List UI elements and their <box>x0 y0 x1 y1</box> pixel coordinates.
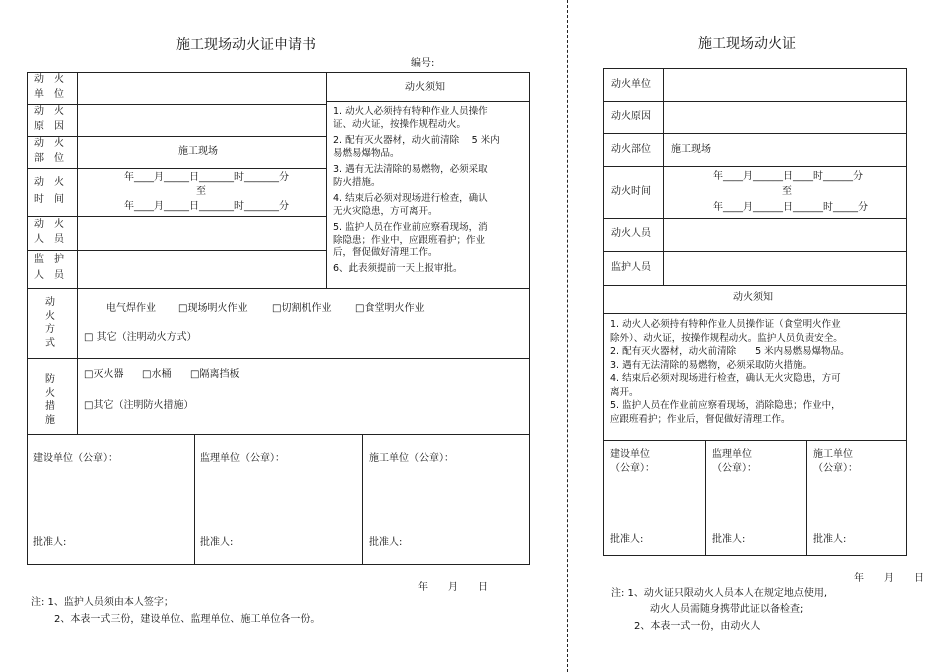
notice-item: 5. 监护人员在作业前应察看现场，消 除隐患；作业中，应跟班看护；作业 后，督促做好清理工作。 <box>333 222 488 258</box>
label-guard-1: 监 护 <box>34 254 64 265</box>
method-other[interactable]: □ 其它（注明动火方式） <box>84 332 197 343</box>
label-location-2: 部 位 <box>34 153 64 164</box>
serial-label: 编号: <box>411 58 435 69</box>
label-method: 动 火 方 式 <box>45 297 55 349</box>
label-location-1: 动 火 <box>34 138 64 149</box>
right-title: 施工现场动火证 <box>698 36 796 52</box>
approver-label: 批准人: <box>369 537 403 548</box>
right-note-3: 2、本表一式一份，由动火人 <box>634 621 761 632</box>
label-unit-2: 单 位 <box>34 89 64 100</box>
time-to: 至 <box>196 186 206 197</box>
r-time-to: 至 <box>782 186 792 197</box>
method-option[interactable]: □切割机作业 <box>272 303 332 314</box>
measure-other[interactable]: □其它（注明防火措施） <box>84 400 194 411</box>
label-time-2: 时 间 <box>34 194 64 205</box>
left-notice-title: 动火须知 <box>405 82 445 93</box>
right-note-2: 动火人员需随身携带此证以备检查; <box>650 604 804 615</box>
time-line-2: 年____月_____日_______时_______分 <box>124 201 289 212</box>
label-measures: 防 火 措 施 <box>45 374 55 426</box>
approver-label: 批准人: <box>33 537 67 548</box>
notice-item: 1. 动火人必须持有特种作业人员操作 证、动火证，按操作规程动火。 <box>333 106 488 130</box>
r-time-line-1: 年____月______日____时______分 <box>713 171 863 182</box>
r-time-line-2: 年____月______日______时_____分 <box>713 202 868 213</box>
signer-builder: 施工单位（公章）： <box>369 453 454 464</box>
measure-option[interactable]: □隔离挡板 <box>190 369 240 380</box>
method-option[interactable]: □现场明火作业 <box>178 303 248 314</box>
r-approver-label: 批准人: <box>813 534 847 545</box>
r-label-person: 动火人员 <box>611 228 651 239</box>
r-label-time: 动火时间 <box>611 186 651 197</box>
right-date: 年 月 日 <box>854 573 924 584</box>
signer-construction: 建设单位（公章）： <box>33 453 118 464</box>
method-option[interactable]: □食堂明火作业 <box>355 303 425 314</box>
measure-option[interactable]: □灭火器 <box>84 369 124 380</box>
notice-item: 4. 结束后必须对现场进行检查，确认 无火灾隐患，方可离开。 <box>333 193 488 217</box>
label-time-1: 动 火 <box>34 177 64 188</box>
r-signer-builder: 施工单位 （公章）： <box>813 449 858 474</box>
cut-line <box>567 0 568 672</box>
notice-item: 2. 配有灭火器材，动火前清除 5 米内 易燃易爆物品。 <box>333 135 500 159</box>
left-title: 施工现场动火证申请书 <box>176 37 316 53</box>
label-person-1: 动 火 <box>34 219 64 230</box>
right-notice-title: 动火须知 <box>733 292 773 303</box>
r-label-reason: 动火原因 <box>611 111 651 122</box>
label-reason-2: 原 因 <box>34 121 64 132</box>
left-note-2: 2、本表一式三份，建设单位、监理单位、施工单位各一份。 <box>54 614 321 625</box>
notice-item: 6、此表须提前一天上报审批。 <box>333 262 463 274</box>
r-approver-label: 批准人: <box>610 534 644 545</box>
right-note-1: 注: 1、动火证只限动火人员本人在规定地点使用, <box>611 588 828 599</box>
notice-item: 3. 遇有无法清除的易燃物，必须采取 防火措施。 <box>333 164 488 188</box>
r-label-unit: 动火单位 <box>611 79 651 90</box>
r-approver-label: 批准人: <box>712 534 746 545</box>
permit-table <box>603 68 907 556</box>
left-notice <box>333 106 529 275</box>
left-note-1: 注: 1、监护人员须由本人签字； <box>31 597 174 608</box>
r-signer-construction: 建设单位 （公章）： <box>610 449 655 474</box>
label-guard-2: 人 员 <box>34 270 64 281</box>
approver-label: 批准人: <box>200 537 234 548</box>
location-value: 施工现场 <box>178 146 218 157</box>
left-date: 年 月 日 <box>418 582 488 593</box>
right-notice: 1. 动火人必须持有特种作业人员操作证（食堂明火作业 除外）、动火证，按操作规程动火。监护人员负责安全。 2. 配有灭火器材，动火前清除 5 米内易燃易爆物品。 3. 遇有无法清除的易燃物，必须采取防火措施。 4. 结束后必须对现场进行检查，确认无火灾隐患，方可 离开。 5. 监护人员在作业前应察看现场，消除隐患；作业中， 应跟班看护；作业后，督促做好清理工作。 <box>610 319 850 425</box>
r-label-guard: 监护人员 <box>611 262 651 273</box>
label-person-2: 人 员 <box>34 234 64 245</box>
method-option[interactable]: 电气焊作业 <box>106 303 156 314</box>
signer-supervision: 监理单位（公章）： <box>200 453 285 464</box>
label-reason-1: 动 火 <box>34 106 64 117</box>
r-location-value: 施工现场 <box>671 144 711 155</box>
r-signer-supervision: 监理单位 （公章）： <box>712 449 757 474</box>
measure-option[interactable]: □水桶 <box>142 369 172 380</box>
time-line-1: 年____月_____日_______时_______分 <box>124 172 289 183</box>
label-unit-1: 动 火 <box>34 74 64 85</box>
r-label-location: 动火部位 <box>611 144 651 155</box>
